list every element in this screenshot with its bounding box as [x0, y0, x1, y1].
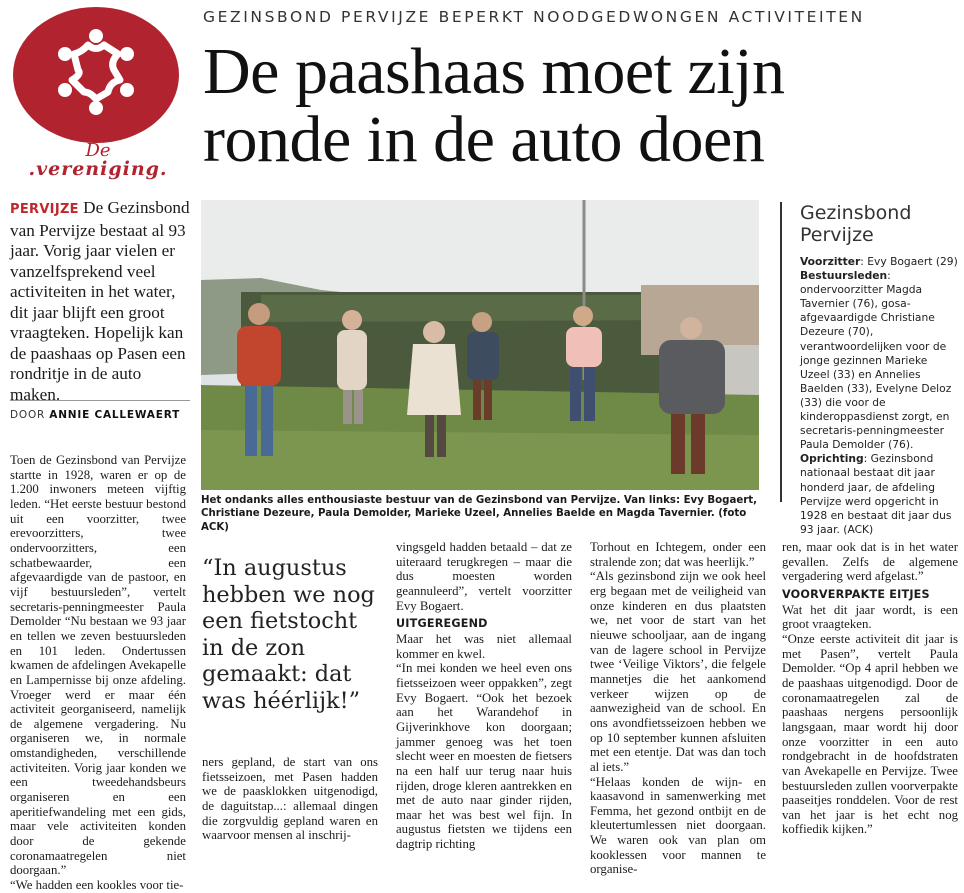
logo-label — [18, 142, 178, 178]
logo-label-line2: .vereniging. — [28, 158, 168, 180]
vereniging-logo — [12, 6, 180, 144]
body-paragraph: vingsgeld hadden betaald – dat ze uiteraard terugkregen – maar die dus moesten worden geannuleerd”, vertelt voorzitter Evy Bogaert. — [396, 540, 572, 613]
infobox-body — [800, 255, 960, 537]
pull-quote: “In augustus hebben we nog een fietstocht in de zon gemaakt: dat was héérlijk!” — [202, 555, 375, 714]
body-column-1 — [10, 453, 186, 893]
infobox-label-bestuursleden: Bestuursleden — [800, 269, 888, 283]
body-column-5 — [782, 540, 958, 837]
body-paragraph: Toen de Gezinsbond van Pervijze startte in 1928, waren er op de 1.200 inwoners meteen vijftig leden. “Het eerste bestuur bestond uit een voorzitter, twee erevoorzitters, twee ondervoorzitters, een schatbewaarder, een afgevaardigde van de pastoor, en vijf bestuursleden”, vertelt secretaris-penningmeester Paula Demolder “Nu bestaan we 93 jaar en tellen we zeven bestuursleden en 101 leden. Ondertussen kwamen de afdelingen Avekapelle en Lampernisse bij onze afdeling. Vroeger werd er maar één activiteit georganiseerd, namelijk de algemene vergadering. Nu organiseren we, in normale omstandigheden, verschillende activiteiten. Vorig jaar konden we een tweedehandsbeurs organiseren en een aperitiefwandeling met een gids, maar vele activiteiten konden door de gekende coronamaatregelen niet doorgaan.” — [10, 453, 186, 878]
infobox-title-line2: Pervijze — [800, 224, 874, 246]
group-photo — [201, 200, 759, 490]
headline-line1: De paashaas moet zijn — [203, 35, 785, 108]
headline-line2: ronde in de auto doen — [203, 103, 765, 176]
infobox-text-oprichting: : Gezinsbond nationaal bestaat dit jaar honderd jaar, de afdeling Pervijze werd opgericht in 1928 en bestaat dit jaar dus 93 jaar. (ACK) — [800, 452, 952, 536]
byline — [10, 409, 192, 421]
body-paragraph: Wat het dit jaar wordt, is een groot vraagteken. — [782, 602, 958, 632]
body-column-4 — [590, 540, 766, 877]
logo-label-line1: De — [85, 140, 111, 161]
intro-location: PERVIJZE — [10, 202, 79, 217]
infobox-text-bestuursleden: : ondervoorzitter Magda Tavernier (76), gosa-afgevaardigde Christiane Dezeure (70), verantwoordelijken voor de jonge gezinnen Marieke Uzeel (33) en Annelies Baelden (33), Evelyne Deloz (33) die voor de kinderoppasdienst zorgt, en secretaris-penningmeester Paula Demolder (76). — [800, 269, 952, 452]
subheading-uitgeregend: UITGEREGEND — [396, 617, 488, 631]
headline — [203, 35, 953, 176]
infobox-text-voorzitter: : Evy Bogaert (29) — [860, 255, 958, 268]
infobox-label-voorzitter: Voorzitter — [800, 255, 861, 268]
body-paragraph: ren, maar ook dat is in het water gevallen. Zelfs de algemene vergadering werd afgelast.” — [782, 540, 958, 584]
body-paragraph: “Als gezinsbond zijn we ook heel erg begaan met de veiligheid van onze kinderen en dus plaatsten we, net voor de start van het nieuwe schooljaar, aan de ingang van de lagere school in Pervijze twee ‘Veilige Viktors’, die felgele mannetjes die het aankomend verkeer wijzen op de aanwezigheid van de school. En ons avondfietsseizoen hebben we op 10 september kunnen afsluiten met een etentje. Dat was dan toch al iets.” — [590, 569, 766, 774]
infobox-divider — [780, 202, 782, 502]
photo-caption: Het ondanks alles enthousiaste bestuur van de Gezinsbond van Pervijze. Van links: Evy Bogaert, Christiane Dezeure, Paula Demolder, Marieke Uzeel, Annelies Baelde en Magda Tavernier. (foto ACK) — [201, 495, 757, 533]
infobox-title-line1: Gezinsbond — [800, 202, 912, 224]
byline-prefix: DOOR — [10, 409, 46, 421]
body-paragraph: Maar het was niet allemaal kommer en kwel. — [396, 631, 572, 661]
intro-paragraph — [10, 198, 190, 405]
body-paragraph: “We hadden een kookles voor tie- — [10, 878, 184, 893]
body-paragraph: “In mei konden we heel even ons fietsseizoen weer oppakken”, zegt Evy Bogaert. “Ook het bezoek aan het Warandehof in Gijverinkhove kon doorgaan; jammer genoeg was het toen slecht weer en moesten de fietsers na een half uur terug naar huis rijden, droge kleren aantrekken en met de auto naar ginder rijden, maar het was best wel fijn. In augustus fietsten we tijdens een dagtrip richting — [396, 661, 572, 852]
infobox-title — [800, 202, 960, 246]
body-column-2 — [202, 755, 378, 843]
infobox-label-oprichting: Oprichting — [800, 452, 864, 466]
body-paragraph: “Helaas konden de wijn- en kaasavond in samenwerking met Femma, het gezond ontbijt en de kleutertumlessen niet doorgaan. We waren ook van plan om kooklessen voor mannen te organise- — [590, 774, 766, 877]
intro-text: De Gezinsbond van Pervijze bestaat al 93 jaar. Vorig jaar vielen er vanzelfsprekend veel activiteiten in het water, dit jaar blijft een groot vraagteken. Hopelijk kan de paashaas op Pasen een rondritje in de auto maken. — [10, 198, 190, 404]
body-paragraph: ners gepland, de start van ons fietsseizoen, met Pasen hadden we de paasklokken uitgenodigd, de daguitstap...: allemaal dingen die zorgvuldig gepland waren en waarvoor mensen al inschrij- — [202, 755, 378, 843]
byline-divider — [10, 400, 190, 401]
body-paragraph: “Onze eerste activiteit dit jaar is met Pasen”, vertelt Paula Demolder. “Op 4 april hebben we de paashaas uitgenodigd. Door de coronamaatregelen zal de paashaas nergens persoonlijk langsgaan, maar wordt hij door onze voorzitter in een auto rondgebracht in de hoofdstraten van Avekapelle en Pervijze. Twee bestuursleden zullen voorverpakte paaseitjes ronddelen. Voor de rest van het jaar is het echt nog koffiedik kijken.” — [782, 631, 958, 837]
body-paragraph: Torhout en Ichtegem, onder een stralende zon; dat was heerlijk.” — [590, 540, 766, 569]
kicker: GEZINSBOND PERVIJZE BEPERKT NOODGEDWONGEN ACTIVITEITEN — [203, 8, 865, 26]
subheading-voorverpakte-eitjes: VOORVERPAKTE EITJES — [782, 587, 930, 601]
body-column-3 — [396, 540, 572, 852]
byline-author: ANNIE CALLEWAERT — [49, 409, 181, 421]
